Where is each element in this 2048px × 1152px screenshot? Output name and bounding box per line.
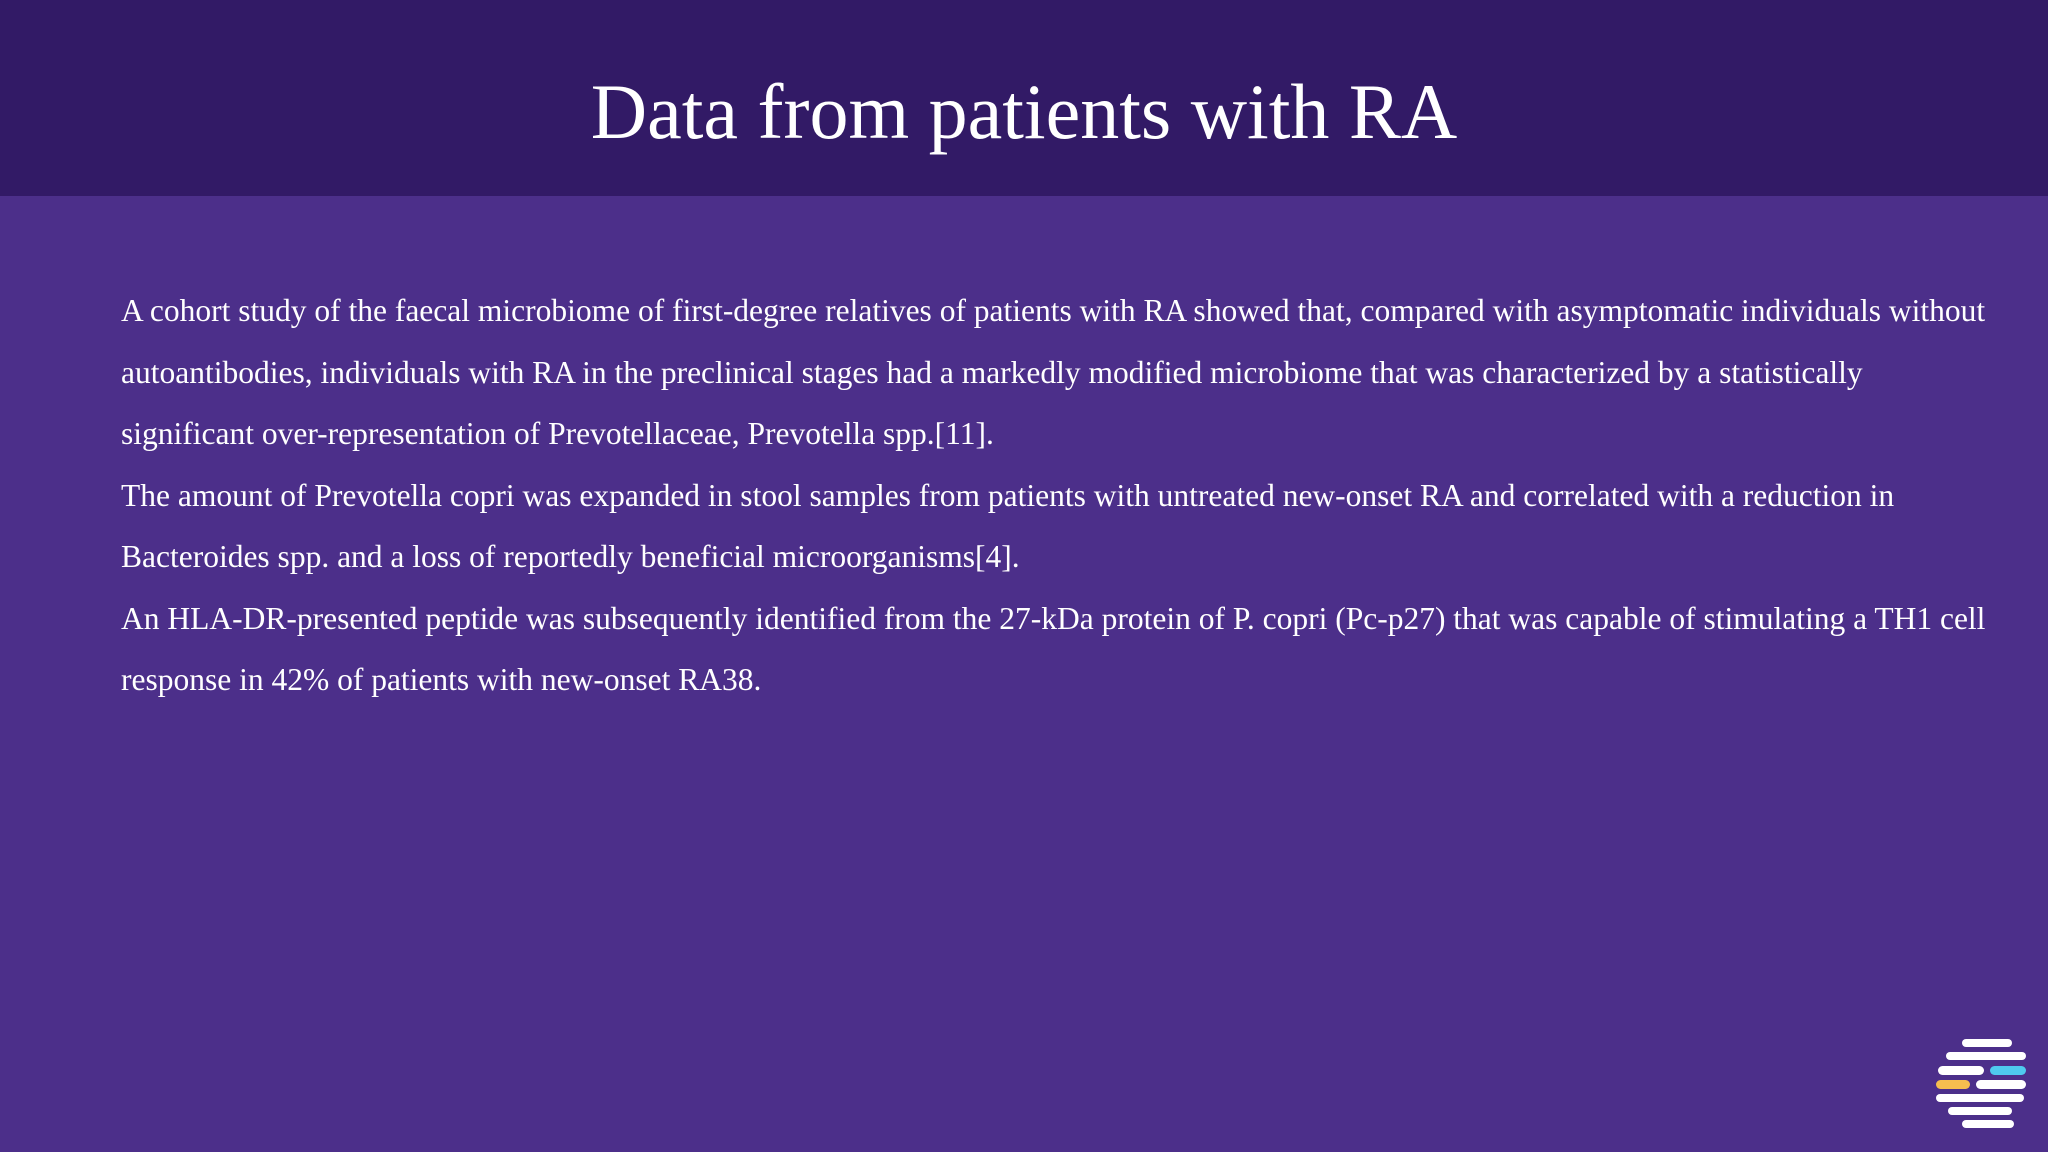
paragraph-hla-dr-peptide: An HLA-DR-presented peptide was subsequently identified from the 27-kDa protein of P. copri (Pc-p27) that was capable of stimulating a TH1 cell response in 42% of patients with new-onset RA38. xyxy=(121,600,1986,697)
logo-bar-4a xyxy=(1936,1080,1970,1089)
logo-bar-1 xyxy=(1962,1039,2012,1047)
slide-title: Data from patients with RA xyxy=(590,68,1458,155)
logo-bar-7 xyxy=(1962,1120,2014,1128)
paragraph-cohort-study: A cohort study of the faecal microbiome of first-degree relatives of patients with RA showed that, compared with asymptomatic individuals without autoantibodies, individuals with RA in the preclinical stages had a markedly modified microbiome that was characterized by a statistically significant over-representation of Prevotellaceae, Prevotella spp.[11]. xyxy=(121,293,1986,451)
logo-bar-3b xyxy=(1990,1066,2026,1075)
slide-body xyxy=(121,280,2001,711)
logo-bar-6 xyxy=(1948,1107,2012,1115)
paragraph-prevotella-copri: The amount of Prevotella copri was expanded in stool samples from patients with untreated new-onset RA and correlated with a reduction in Bacteroides spp. and a loss of reportedly beneficial microorganisms[4]. xyxy=(121,477,1895,574)
stacked-bars-logo-icon xyxy=(1934,1038,2028,1130)
logo-bar-2 xyxy=(1946,1052,2026,1060)
logo-bar-4b xyxy=(1976,1080,2026,1089)
slide-header xyxy=(0,0,2048,196)
logo-bar-3a xyxy=(1938,1066,1984,1075)
logo-bar-5 xyxy=(1936,1094,2024,1102)
